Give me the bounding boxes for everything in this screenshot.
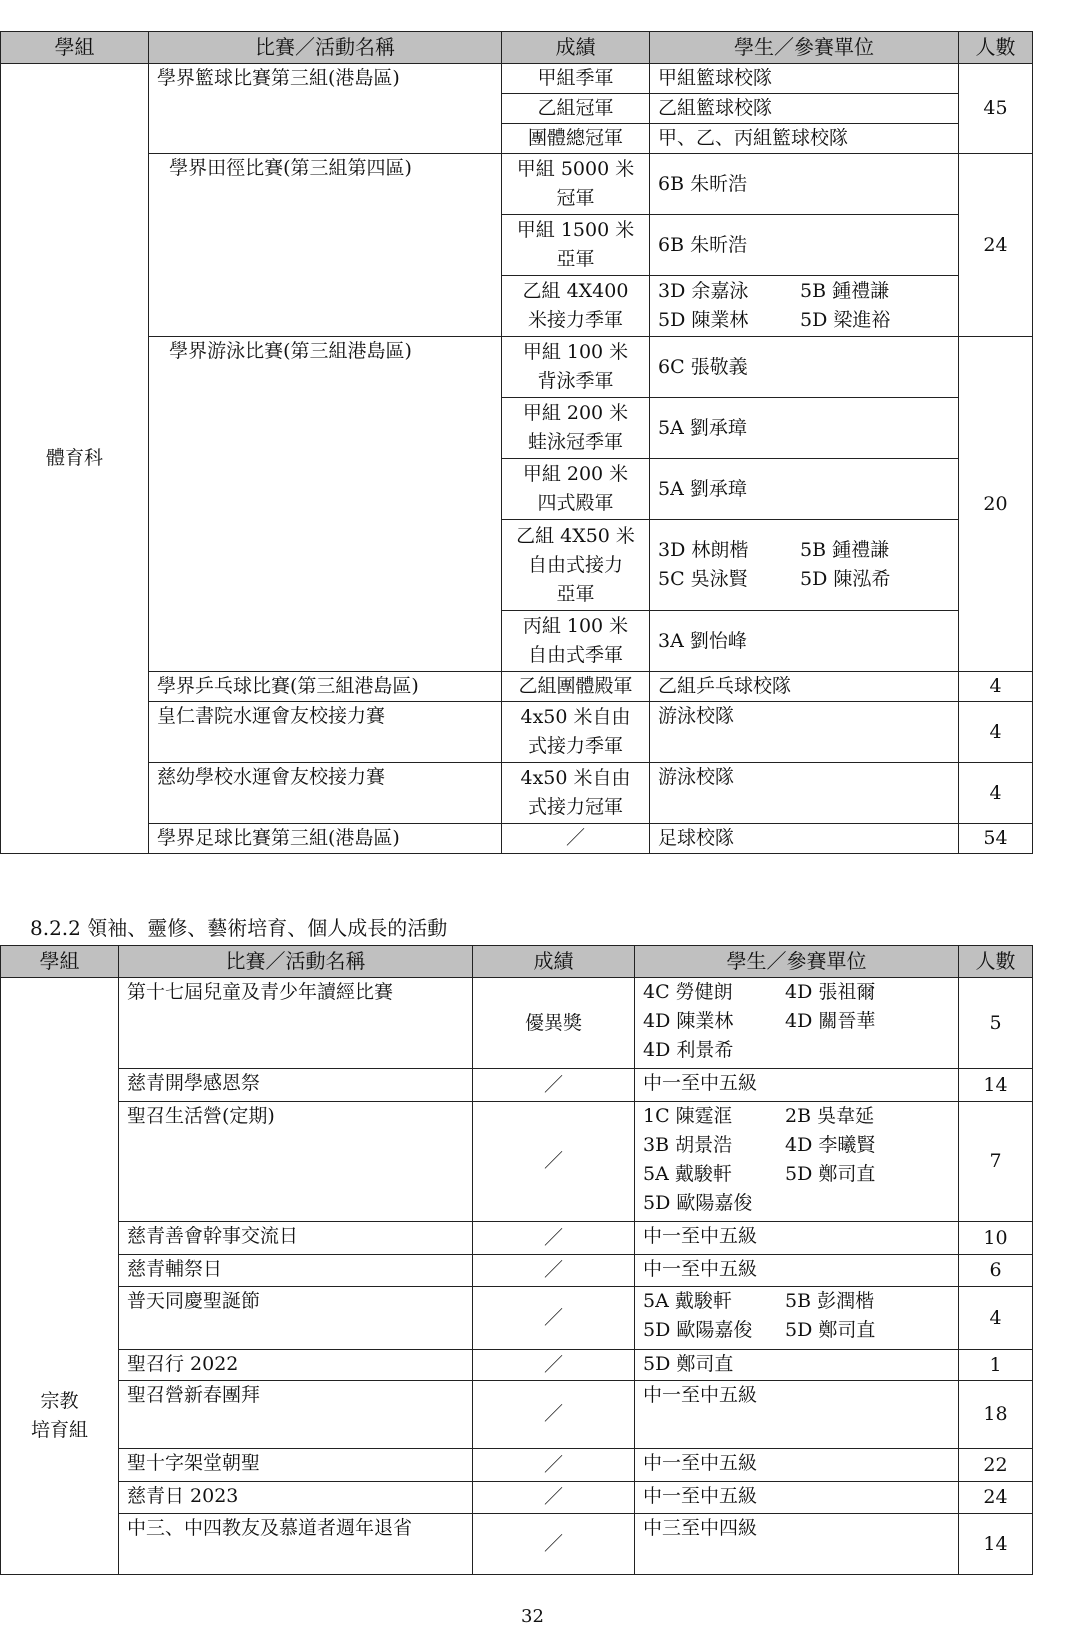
count-cell: 4 (959, 763, 1033, 824)
table-row (1, 1255, 1033, 1287)
activity-name: 學界足球比賽第三組(港島區) (149, 824, 502, 854)
activity-name: 普天同慶聖誕節 (119, 1287, 473, 1350)
student-entry: 足球校隊 (658, 827, 735, 849)
student-list (643, 1514, 950, 1543)
student-list (643, 1222, 950, 1251)
participants-cell (635, 978, 959, 1069)
student-entry: 4D 利景希 (643, 1039, 734, 1061)
count-cell: 7 (959, 1102, 1033, 1222)
table-header (1, 32, 1033, 64)
student-list (658, 824, 950, 853)
group-cell: 體育科 (1, 64, 149, 854)
column-header: 學組 (1, 946, 119, 978)
activity-name: 學界乒乓球比賽(第三組港島區) (149, 672, 502, 702)
count-cell: 24 (959, 1482, 1033, 1514)
activity-name: 中三、中四教友及慕道者週年退省 (119, 1514, 473, 1575)
table-row (1, 154, 1033, 215)
participants-cell (650, 154, 959, 215)
participants-cell (635, 1514, 959, 1575)
student-entry: 6B 朱昕浩 (658, 233, 748, 256)
student-list (658, 170, 950, 199)
student-entry: 5A 戴駿軒 (643, 1163, 732, 1185)
participants-cell (650, 459, 959, 520)
activity-name: 皇仁書院水運會友校接力賽 (149, 702, 502, 763)
student-list (643, 1102, 950, 1218)
result-cell: 優異獎 (473, 978, 635, 1069)
student-entry: 5C 吳泳賢 (658, 568, 748, 590)
result-cell: 乙組冠軍 (502, 94, 650, 124)
column-header: 學組 (1, 32, 149, 64)
student-list (643, 1255, 950, 1284)
participants-cell (650, 276, 959, 337)
student-entry: 游泳校隊 (658, 705, 735, 727)
count-cell: 4 (959, 702, 1033, 763)
result-cell: ／ (473, 1287, 635, 1350)
student-entry: 乙組乒乓球校隊 (658, 675, 792, 697)
table-row (1, 1102, 1033, 1222)
activity-name: 慈青輔祭日 (119, 1255, 473, 1287)
result-cell: ／ (473, 1102, 635, 1222)
student-entry: 5B 鍾禮謙 (800, 280, 890, 302)
count-cell: 54 (959, 824, 1033, 854)
result-cell: ／ (473, 1255, 635, 1287)
table-row (1, 1069, 1033, 1102)
page-number: 32 (521, 1606, 544, 1627)
student-list (643, 1069, 950, 1098)
student-entry: 5B 鍾禮謙 (800, 539, 890, 561)
count-cell: 14 (959, 1069, 1033, 1102)
student-list (658, 702, 950, 731)
result-cell: 4x50 米自由 式接力冠軍 (502, 763, 650, 824)
student-entry: 4D 張祖爾 (785, 981, 876, 1003)
activity-name: 學界游泳比賽(第三組港島區) (149, 337, 502, 672)
student-entry: 4D 陳業林 (643, 1010, 734, 1032)
column-header: 學生／參賽單位 (635, 946, 959, 978)
table-row (1, 1482, 1033, 1514)
participants-cell (650, 672, 959, 702)
student-entry: 5D 歐陽嘉俊 (643, 1192, 753, 1214)
table-row (1, 1222, 1033, 1255)
student-list (658, 763, 950, 792)
participants-cell (635, 1222, 959, 1255)
student-entry: 6C 張敬義 (658, 355, 748, 378)
student-list (643, 1287, 950, 1345)
participants-cell (650, 124, 959, 154)
student-entry: 5D 鄭司直 (643, 1353, 734, 1375)
student-entry: 5D 陳泓希 (800, 568, 891, 590)
student-entry: 5D 梁進裕 (800, 309, 891, 331)
column-header: 學生／參賽單位 (650, 32, 959, 64)
participants-cell (635, 1255, 959, 1287)
activity-name: 聖召生活營(定期) (119, 1102, 473, 1222)
result-cell: ／ (473, 1514, 635, 1575)
activity-name: 慈青日 2023 (119, 1482, 473, 1514)
student-list (658, 277, 950, 335)
result-cell: ／ (473, 1222, 635, 1255)
student-list (643, 978, 950, 1065)
table-row (1, 1350, 1033, 1381)
count-cell: 10 (959, 1222, 1033, 1255)
student-entry: 5D 鄭司直 (785, 1319, 876, 1341)
column-header: 人數 (959, 32, 1033, 64)
activity-name: 第十七屆兒童及青少年讀經比賽 (119, 978, 473, 1069)
result-cell: 甲組 100 米 背泳季軍 (502, 337, 650, 398)
student-list (658, 124, 950, 153)
student-entry: 4C 勞健朗 (643, 981, 733, 1003)
student-entry: 1C 陳霆洭 (643, 1105, 733, 1127)
result-cell: 甲組 1500 米 亞軍 (502, 215, 650, 276)
result-cell: ／ (473, 1482, 635, 1514)
participants-cell (635, 1482, 959, 1514)
table-row (1, 763, 1033, 824)
table-row (1, 1449, 1033, 1482)
student-entry: 6B 朱昕浩 (658, 172, 748, 195)
result-cell: 乙組 4X400 米接力季軍 (502, 276, 650, 337)
activity-name: 慈青善會幹事交流日 (119, 1222, 473, 1255)
student-entry: 5A 劉承璋 (658, 477, 747, 500)
column-header: 比賽／活動名稱 (149, 32, 502, 64)
student-entry: 5A 劉承璋 (658, 416, 747, 439)
table-header (1, 946, 1033, 978)
student-entry: 中一至中五級 (643, 1258, 758, 1280)
count-cell: 4 (959, 1287, 1033, 1350)
activity-name: 學界籃球比賽第三組(港島區) (149, 64, 502, 154)
count-cell: 4 (959, 672, 1033, 702)
student-list (658, 94, 950, 123)
column-header: 比賽／活動名稱 (119, 946, 473, 978)
student-entry: 3D 林朗楷 (658, 539, 749, 561)
student-entry: 4D 關晉華 (785, 1010, 876, 1032)
participants-cell (650, 398, 959, 459)
column-header: 成績 (473, 946, 635, 978)
student-list (658, 536, 950, 594)
participants-cell (635, 1449, 959, 1482)
student-entry: 5A 戴駿軒 (643, 1290, 732, 1312)
student-entry: 中一至中五級 (643, 1072, 758, 1094)
student-entry: 5D 陳業林 (658, 309, 749, 331)
participants-cell (650, 520, 959, 611)
section-title: 8.2.2 領袖、靈修、藝術培育、個人成長的活動 (30, 916, 448, 940)
participants-cell (650, 337, 959, 398)
table-row (1, 337, 1033, 398)
participants-cell (635, 1287, 959, 1350)
student-entry: 3B 胡景浩 (643, 1134, 733, 1156)
result-cell: 甲組季軍 (502, 64, 650, 94)
activity-name: 聖召行 2022 (119, 1350, 473, 1381)
table-row (1, 1381, 1033, 1449)
participants-cell (650, 215, 959, 276)
activity-name: 聖十字架堂朝聖 (119, 1449, 473, 1482)
activity-name: 聖召營新春團拜 (119, 1381, 473, 1449)
participants-cell (650, 702, 959, 763)
student-entry: 中一至中五級 (643, 1452, 758, 1474)
result-cell: 乙組 4X50 米 自由式接力 亞軍 (502, 520, 650, 611)
result-cell: 甲組 200 米 蛙泳冠季軍 (502, 398, 650, 459)
participants-cell (635, 1102, 959, 1222)
result-cell: ／ (473, 1449, 635, 1482)
count-cell: 45 (959, 64, 1033, 154)
student-list (643, 1482, 950, 1511)
table-row (1, 672, 1033, 702)
count-cell: 24 (959, 154, 1033, 337)
result-cell: 甲組 200 米 四式殿軍 (502, 459, 650, 520)
student-list (643, 1350, 950, 1379)
student-entry: 5D 鄭司直 (785, 1163, 876, 1185)
count-cell: 20 (959, 337, 1033, 672)
table-row (1, 1514, 1033, 1575)
student-list (643, 1449, 950, 1478)
participants-cell (650, 64, 959, 94)
participants-cell (635, 1069, 959, 1102)
count-cell: 6 (959, 1255, 1033, 1287)
result-cell: 丙組 100 米 自由式季軍 (502, 611, 650, 672)
count-cell: 5 (959, 978, 1033, 1069)
student-entry: 中一至中五級 (643, 1225, 758, 1247)
student-entry: 甲組籃球校隊 (658, 67, 773, 89)
activity-name: 學界田徑比賽(第三組第四區) (149, 154, 502, 337)
student-entry: 乙組籃球校隊 (658, 97, 773, 119)
table-row (1, 978, 1033, 1069)
student-entry: 3D 余嘉泳 (658, 280, 749, 302)
participants-cell (635, 1381, 959, 1449)
result-cell: ／ (473, 1381, 635, 1449)
student-entry: 甲、乙、丙組籃球校隊 (658, 127, 849, 149)
result-cell: 甲組 5000 米 冠軍 (502, 154, 650, 215)
table-row (1, 824, 1033, 854)
student-list (658, 414, 950, 443)
student-list (658, 353, 950, 382)
count-cell: 18 (959, 1381, 1033, 1449)
student-entry: 中三至中四級 (643, 1517, 758, 1539)
group-cell: 宗教 培育組 (1, 978, 119, 1575)
count-cell: 1 (959, 1350, 1033, 1381)
result-cell: ／ (473, 1350, 635, 1381)
activity-name: 慈幼學校水運會友校接力賽 (149, 763, 502, 824)
column-header: 成績 (502, 32, 650, 64)
student-entry: 5B 彭潤楷 (785, 1290, 875, 1312)
participants-cell (650, 824, 959, 854)
activity-name: 慈青開學感恩祭 (119, 1069, 473, 1102)
student-list (658, 475, 950, 504)
student-entry: 游泳校隊 (658, 766, 735, 788)
student-entry: 3A 劉怡峰 (658, 629, 747, 652)
religious-activities-table (0, 945, 1033, 1575)
table-row (1, 702, 1033, 763)
table-row (1, 1287, 1033, 1350)
result-cell: ／ (473, 1069, 635, 1102)
count-cell: 22 (959, 1449, 1033, 1482)
sports-awards-table (0, 31, 1033, 854)
student-entry: 2B 吳韋延 (785, 1105, 875, 1127)
student-list (643, 1381, 950, 1410)
student-list (658, 672, 950, 701)
student-entry: 4D 李曦賢 (785, 1134, 876, 1156)
participants-cell (635, 1350, 959, 1381)
student-list (658, 64, 950, 93)
student-entry: 中一至中五級 (643, 1485, 758, 1507)
column-header: 人數 (959, 946, 1033, 978)
result-cell: ／ (502, 824, 650, 854)
result-cell: 乙組團體殿軍 (502, 672, 650, 702)
result-cell: 4x50 米自由 式接力季軍 (502, 702, 650, 763)
student-entry: 中一至中五級 (643, 1384, 758, 1406)
table-row (1, 64, 1033, 94)
result-cell: 團體總冠軍 (502, 124, 650, 154)
count-cell: 14 (959, 1514, 1033, 1575)
student-list (658, 231, 950, 260)
student-list (658, 627, 950, 656)
student-entry: 5D 歐陽嘉俊 (643, 1319, 753, 1341)
participants-cell (650, 94, 959, 124)
participants-cell (650, 763, 959, 824)
participants-cell (650, 611, 959, 672)
